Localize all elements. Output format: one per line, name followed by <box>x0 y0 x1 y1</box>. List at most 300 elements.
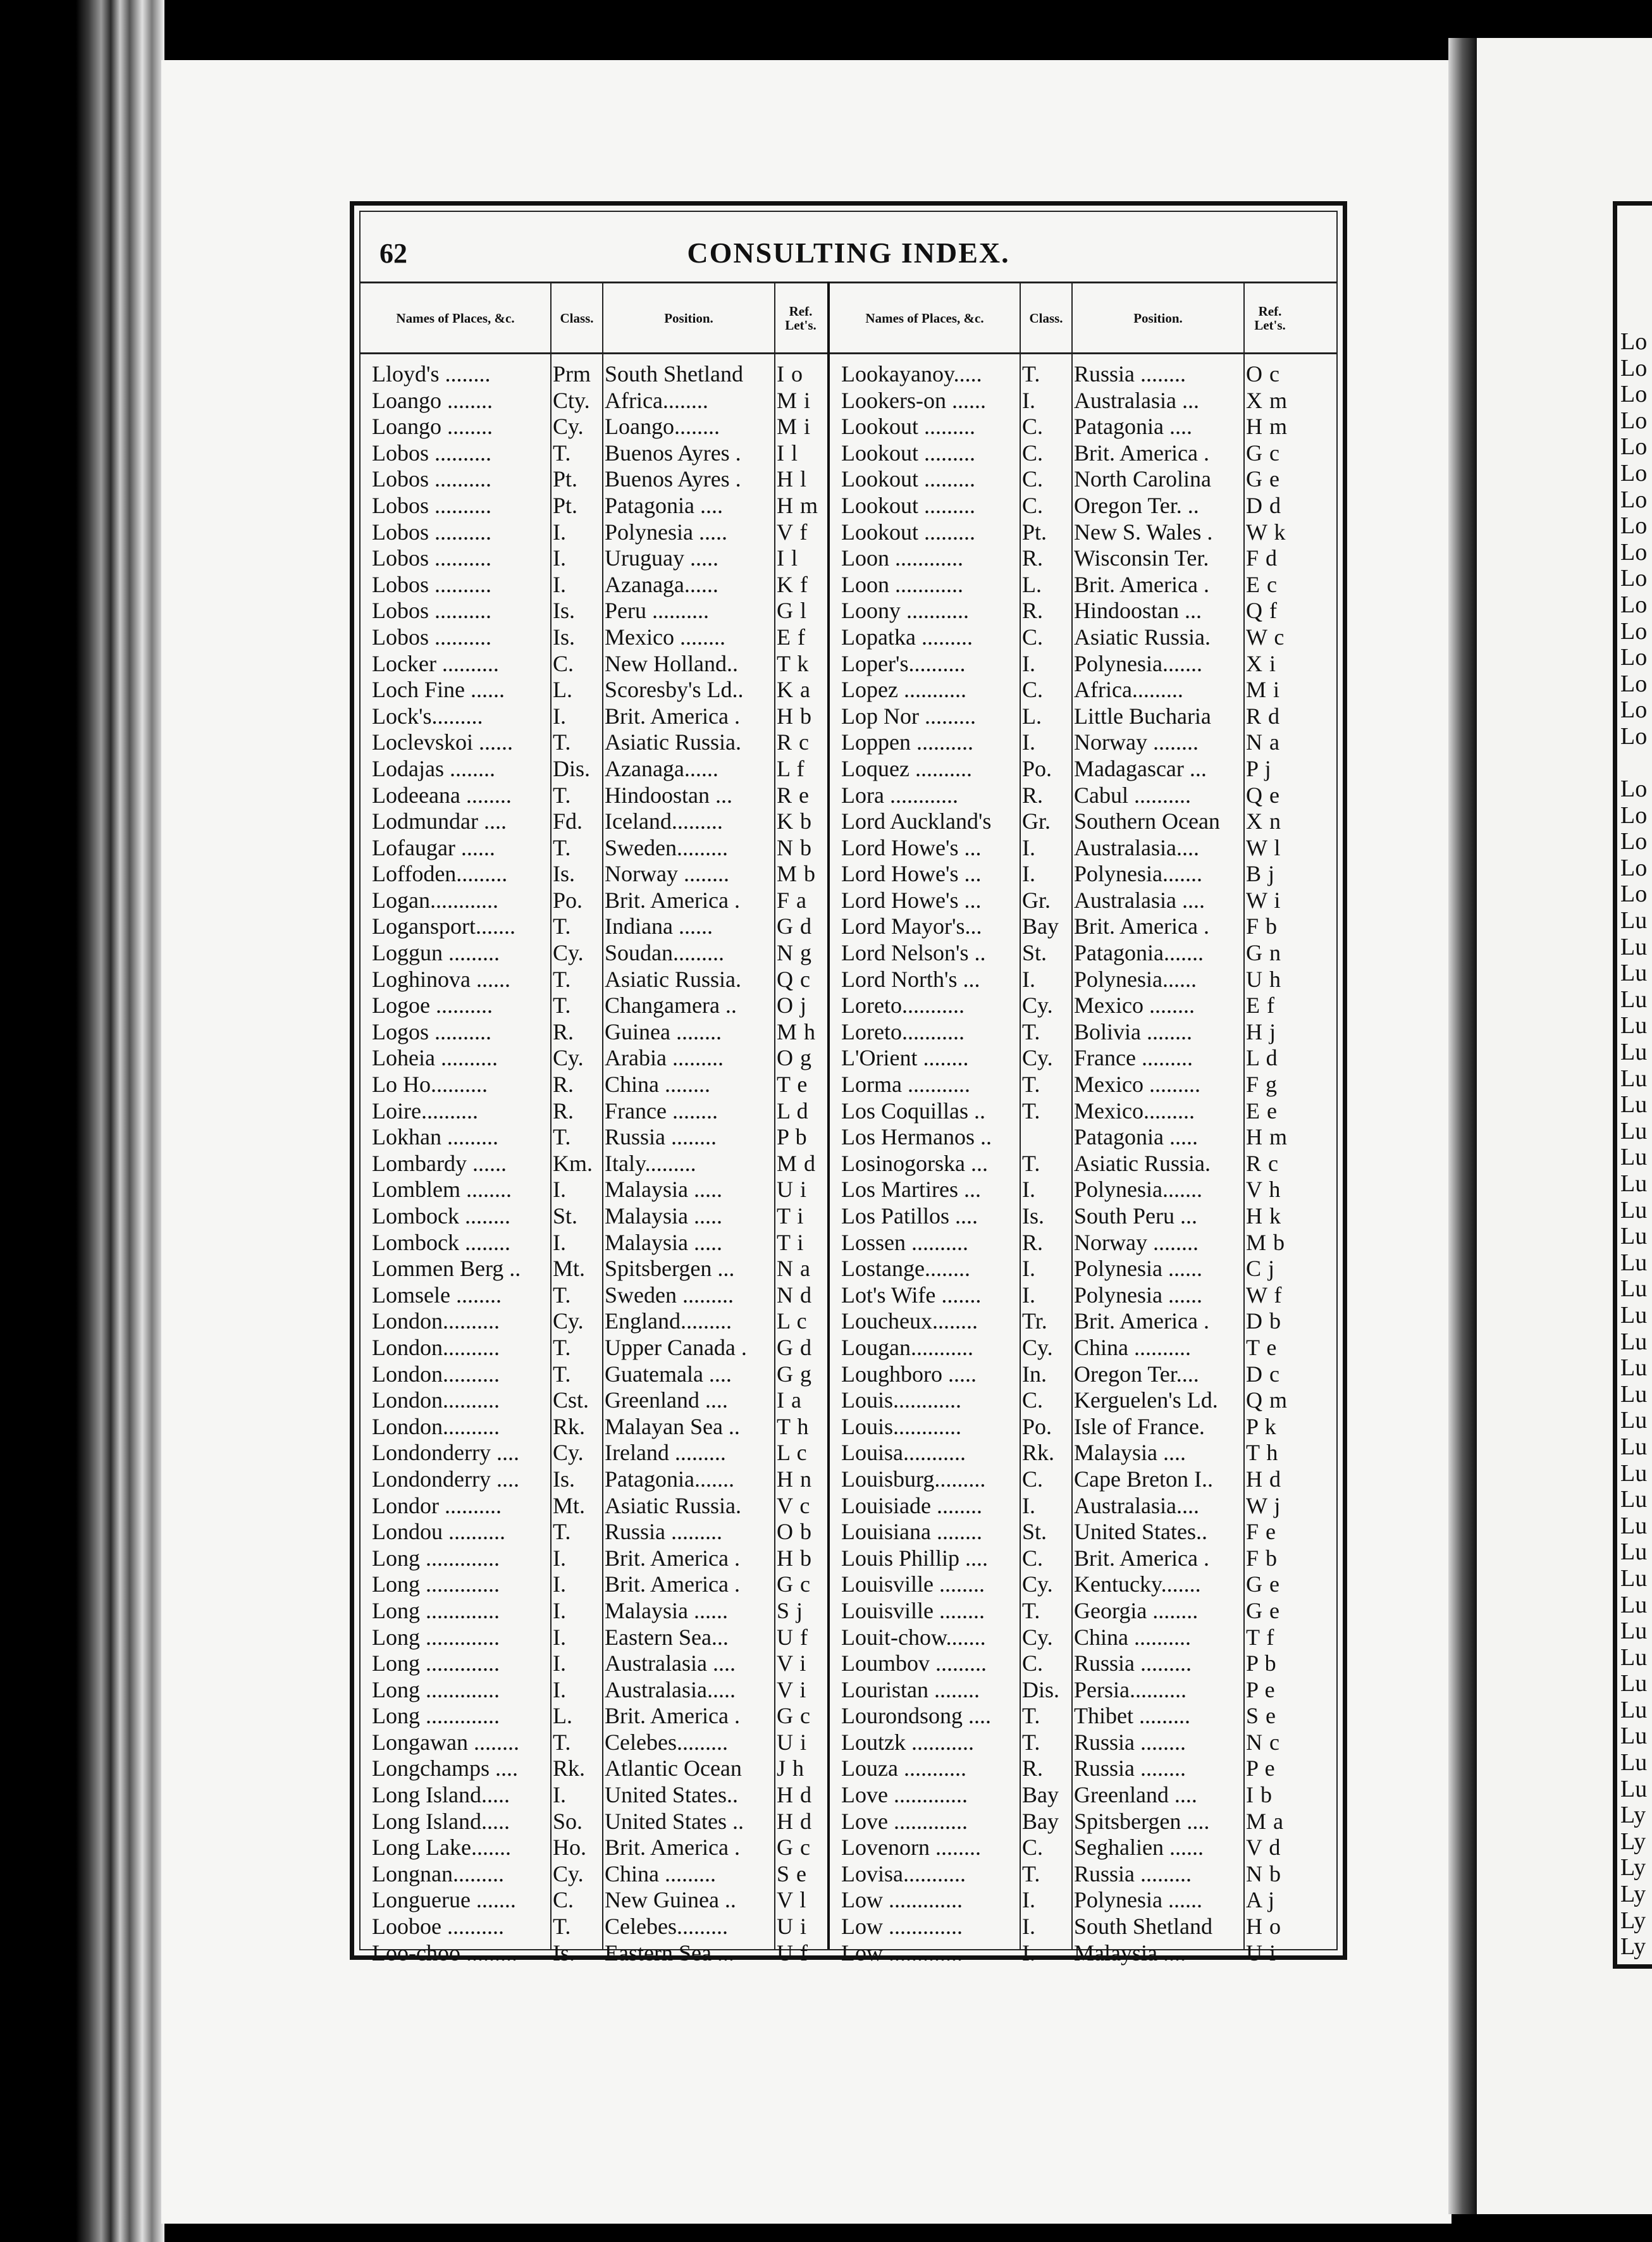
entry-ref: L c <box>777 1308 808 1334</box>
entry-ref: U f <box>777 1624 808 1650</box>
entry-name: Lo Ho.......... <box>372 1072 488 1098</box>
entry-class: Is. <box>553 624 575 650</box>
index-row <box>841 1730 1297 1756</box>
next-page-stub: Lu <box>1620 1776 1648 1802</box>
entry-class: I. <box>553 1545 566 1571</box>
entry-position: Brit. America . <box>605 703 740 729</box>
entry-position: Scoresby's Ld.. <box>605 677 744 703</box>
entry-name: Loumbov ......... <box>841 1651 987 1676</box>
index-row <box>372 1940 827 1967</box>
entry-ref: W i <box>1246 887 1281 913</box>
entry-position: Buenos Ayres . <box>605 466 741 492</box>
entry-name: Logos .......... <box>372 1019 491 1044</box>
entry-name: Lord Mayor's... <box>841 914 982 939</box>
entry-class: T. <box>553 782 571 808</box>
next-page-stub: Lu <box>1620 1513 1648 1539</box>
next-page-stub: Lo <box>1620 723 1648 750</box>
next-page-stub: Lu <box>1620 1408 1648 1434</box>
entry-ref: W f <box>1246 1282 1283 1308</box>
entry-name: Londonderry .... <box>372 1466 519 1492</box>
entry-name: Louisiade ........ <box>841 1492 982 1518</box>
entry-ref: G d <box>777 914 812 939</box>
index-row <box>372 1440 827 1466</box>
index-row <box>372 835 827 862</box>
entry-class: St. <box>1022 940 1047 966</box>
entry-ref: G n <box>1246 940 1281 966</box>
entry-ref: K f <box>777 571 808 597</box>
entry-ref: L d <box>777 1098 809 1124</box>
entry-ref: M d <box>777 1150 817 1176</box>
index-row <box>841 1387 1297 1414</box>
entry-class: T. <box>1022 1098 1040 1124</box>
entry-class: C. <box>1022 1387 1044 1413</box>
entry-ref: F e <box>1246 1519 1276 1545</box>
header-rule-bottom <box>361 352 1336 354</box>
entry-position: United States .. <box>605 1808 744 1834</box>
entry-position: Asiatic Russia. <box>605 1492 741 1518</box>
index-row <box>841 940 1297 967</box>
entry-class: I. <box>553 703 566 729</box>
entry-ref: M i <box>777 414 811 440</box>
entry-name: Louis Phillip .... <box>841 1545 989 1571</box>
index-row <box>841 440 1297 467</box>
entry-name: Louis............ <box>841 1387 962 1413</box>
entry-name: Loghinova ...... <box>372 966 510 992</box>
entry-class: I. <box>553 1782 566 1808</box>
entry-class: T. <box>1022 1072 1040 1098</box>
entry-position: Polynesia....... <box>1074 1177 1202 1203</box>
entry-name: Lop Nor ......... <box>841 703 976 729</box>
entry-position: Polynesia...... <box>1074 966 1197 992</box>
next-page-stub: Lo <box>1620 697 1648 724</box>
entry-position: Spitsbergen ... <box>605 1256 735 1282</box>
entry-class: Rk. <box>553 1756 586 1781</box>
entry-name: Loony ........... <box>841 598 969 624</box>
entry-name: Loire.......... <box>372 1098 478 1124</box>
entry-class: Ho. <box>553 1835 586 1861</box>
index-row <box>841 1440 1297 1466</box>
index-row <box>372 572 827 598</box>
entry-class: C. <box>553 1887 574 1913</box>
next-page-stub: Lu <box>1620 1487 1648 1513</box>
entry-position: Loango........ <box>605 414 720 440</box>
entry-class: L. <box>553 1703 572 1729</box>
entry-ref: O g <box>777 1045 812 1071</box>
entry-ref: R c <box>777 729 810 755</box>
entry-class: C. <box>1022 1651 1044 1676</box>
entry-ref: M a <box>1246 1808 1284 1834</box>
entry-name: Lovenorn ........ <box>841 1835 981 1861</box>
entry-class: L. <box>553 677 572 703</box>
entry-name: Loffoden......... <box>372 861 508 887</box>
index-row <box>841 1414 1297 1440</box>
entry-ref: R c <box>1246 1150 1279 1176</box>
entry-name: Los Martires ... <box>841 1177 981 1203</box>
entry-ref: X n <box>1246 808 1281 834</box>
index-row <box>372 1256 827 1282</box>
entry-class: Tr. <box>1022 1308 1047 1334</box>
entry-position: Celebes......... <box>605 1729 728 1755</box>
index-row <box>372 1677 827 1704</box>
entry-position: Norway ........ <box>605 861 729 887</box>
next-page-stub: Lo <box>1620 645 1648 671</box>
entry-position: Patagonia ..... <box>1074 1124 1198 1150</box>
next-page-stub: Ly <box>1620 1855 1646 1881</box>
entry-position: South Peru ... <box>1074 1203 1198 1229</box>
next-page-stub: Lu <box>1620 1723 1648 1750</box>
entry-class: Fd. <box>553 808 583 834</box>
index-row <box>841 598 1297 624</box>
index-row <box>841 1256 1297 1282</box>
entry-class: Is. <box>1022 1203 1044 1229</box>
entry-name: Loo-choo ......... <box>372 1940 517 1966</box>
entry-position: Arabia ......... <box>605 1045 724 1071</box>
entry-position: Eastern Sea... <box>605 1624 729 1650</box>
next-page-stub: Lu <box>1620 1144 1648 1171</box>
entry-ref: P e <box>1246 1676 1276 1702</box>
entry-name: Lobos .......... <box>372 466 491 492</box>
entry-position: Sweden ......... <box>605 1282 734 1308</box>
entry-position: Isle of France. <box>1074 1413 1205 1439</box>
index-row <box>372 914 827 940</box>
entry-ref: V f <box>777 519 808 545</box>
next-page-stub: Ly <box>1620 1828 1646 1855</box>
entry-ref: G g <box>777 1361 812 1387</box>
header-rule <box>361 282 1336 283</box>
entry-class: Dis. <box>1022 1676 1060 1702</box>
entry-name: Lord Howe's ... <box>841 834 982 860</box>
entry-position: New Holland.. <box>605 650 738 676</box>
entry-position: Patagonia .... <box>605 492 723 518</box>
entry-name: Lomsele ........ <box>372 1282 502 1308</box>
entry-position: Australasia.... <box>1074 834 1199 860</box>
entry-name: Loughboro ..... <box>841 1361 977 1387</box>
header-ref-left: Ref. Let's. <box>785 304 817 333</box>
entry-name: Love ............. <box>841 1808 968 1834</box>
entry-class: R. <box>553 1072 574 1098</box>
index-row <box>372 624 827 651</box>
entry-class: T. <box>1022 1861 1040 1886</box>
entry-position: Georgia ........ <box>1074 1597 1199 1623</box>
entry-position: Malaysia ..... <box>605 1229 722 1255</box>
entry-position: Cabul .......... <box>1074 782 1191 808</box>
entry-ref: T k <box>777 650 810 676</box>
entry-position: Brit. America . <box>1074 1308 1209 1334</box>
entry-class: Cy. <box>1022 1045 1053 1071</box>
entry-name: Long ............. <box>372 1545 500 1571</box>
entry-ref: G c <box>777 1703 811 1729</box>
entry-name: Lookout ......... <box>841 466 975 492</box>
index-row <box>372 1730 827 1756</box>
index-row <box>841 1203 1297 1230</box>
next-page-stub: Lo <box>1620 566 1648 592</box>
entry-ref: G c <box>1246 440 1280 466</box>
entry-class: C. <box>1022 414 1044 440</box>
entry-position: Madagascar ... <box>1074 755 1207 781</box>
entry-position: Spitsbergen .... <box>1074 1808 1210 1834</box>
entry-position: Uruguay ..... <box>605 545 718 571</box>
entry-position: Brit. America . <box>605 1545 740 1571</box>
entry-class: Rk. <box>553 1413 586 1439</box>
index-row <box>841 1887 1297 1914</box>
index-row <box>372 1203 827 1230</box>
next-page-stub: Lu <box>1620 1039 1648 1066</box>
entry-ref: N g <box>777 940 812 966</box>
entry-name: Loutzk ........... <box>841 1729 974 1755</box>
entry-name: Lobos .......... <box>372 545 491 571</box>
next-page-stub: Lo <box>1620 802 1648 829</box>
index-row <box>841 677 1297 703</box>
entry-name: Lookout ......... <box>841 492 975 518</box>
index-row <box>372 1651 827 1677</box>
header-name-right: Names of Places, &c. <box>865 311 984 326</box>
entry-ref: V i <box>777 1651 807 1676</box>
entry-class: Is. <box>553 598 575 624</box>
index-row <box>372 1151 827 1177</box>
entry-class: Prm <box>553 361 591 387</box>
next-page-stub: Lu <box>1620 1460 1648 1487</box>
index-row <box>841 808 1297 835</box>
header-position-right: Position. <box>1133 311 1183 326</box>
entry-name: Long Island..... <box>372 1808 510 1834</box>
index-row <box>841 1493 1297 1520</box>
index-row <box>841 1361 1297 1388</box>
entry-position: Africa......... <box>1074 677 1183 703</box>
index-row <box>841 888 1297 914</box>
entry-ref: U f <box>777 1940 808 1966</box>
entry-name: Lord Auckland's <box>841 808 992 834</box>
next-page-stub: Lu <box>1620 1539 1648 1566</box>
entry-ref: E f <box>777 624 806 650</box>
entry-ref: H j <box>1246 1019 1276 1044</box>
entry-position: Bolivia ........ <box>1074 1019 1192 1044</box>
entry-position: Asiatic Russia. <box>605 729 741 755</box>
header-position-left: Position. <box>664 311 713 326</box>
entry-class: Pt. <box>1022 519 1047 545</box>
entry-name: Low ............. <box>841 1887 963 1913</box>
entry-class: Cst. <box>553 1387 589 1413</box>
index-row <box>372 1861 827 1888</box>
entry-position: Malaysia ..... <box>605 1177 722 1203</box>
index-row <box>372 1230 827 1256</box>
index-row <box>372 808 827 835</box>
entry-class: I. <box>553 1651 566 1676</box>
index-row <box>372 1124 827 1151</box>
index-row <box>841 1177 1297 1203</box>
entry-class: T. <box>553 1914 571 1940</box>
entry-name: Londor .......... <box>372 1492 502 1518</box>
index-row <box>372 1598 827 1625</box>
entry-position: France ........ <box>605 1098 718 1124</box>
entry-ref: P b <box>1246 1651 1277 1676</box>
entry-position: Persia.......... <box>1074 1676 1187 1702</box>
entry-name: Loon ............ <box>841 571 963 597</box>
entry-class: C. <box>1022 1466 1044 1492</box>
next-page-stub: Lo <box>1620 513 1648 540</box>
entry-name: Louisburg......... <box>841 1466 986 1492</box>
entry-class: T. <box>553 440 571 466</box>
entry-class: L. <box>1022 703 1042 729</box>
index-row <box>841 783 1297 809</box>
entry-ref: W c <box>1246 624 1285 650</box>
index-row <box>372 519 827 546</box>
next-page-stub: Ly <box>1620 1802 1646 1829</box>
index-row <box>372 651 827 678</box>
entry-position: Buenos Ayres . <box>605 440 741 466</box>
next-page-stub: Lo <box>1620 776 1648 803</box>
entry-class: Cy. <box>553 940 584 966</box>
index-row <box>841 1677 1297 1704</box>
entry-position: Russia ......... <box>1074 1861 1192 1886</box>
index-row <box>372 1625 827 1651</box>
entry-ref: X i <box>1246 650 1276 676</box>
entry-class: Is. <box>553 1466 575 1492</box>
entry-position: Norway ........ <box>1074 729 1199 755</box>
entry-ref: P j <box>1246 755 1272 781</box>
index-row <box>841 1466 1297 1493</box>
next-page-stub: Lo <box>1620 381 1648 408</box>
index-row <box>372 967 827 993</box>
entry-name: Loon ............ <box>841 545 963 571</box>
entry-ref: V l <box>777 1887 807 1913</box>
next-page-stub: Lu <box>1620 1249 1648 1276</box>
entry-name: Low ............. <box>841 1914 963 1940</box>
entry-name: Louisville ........ <box>841 1597 985 1623</box>
entry-ref: H d <box>777 1808 812 1834</box>
index-row <box>841 624 1297 651</box>
entry-class: I. <box>1022 1282 1035 1308</box>
entry-class: Cy. <box>1022 1334 1053 1360</box>
entry-name: Lookout ......... <box>841 519 975 545</box>
next-page-stub: Lu <box>1620 1434 1648 1460</box>
entry-position: Polynesia ...... <box>1074 1282 1202 1308</box>
entry-ref: H d <box>777 1782 812 1808</box>
index-row <box>372 440 827 467</box>
entry-class: I. <box>1022 966 1035 992</box>
right-column-entries <box>841 361 1297 1966</box>
index-row <box>841 1940 1297 1967</box>
entry-name: Loango ........ <box>372 414 493 440</box>
next-page-stub: Lu <box>1620 1328 1648 1355</box>
entry-position: Wisconsin Ter. <box>1074 545 1209 571</box>
entry-position: England......... <box>605 1308 732 1334</box>
entry-position: Australasia..... <box>605 1676 736 1702</box>
index-row <box>372 1703 827 1730</box>
next-page-stub: Lu <box>1620 934 1648 960</box>
index-row <box>372 729 827 756</box>
entry-position: Russia ........ <box>1074 1756 1187 1781</box>
entry-name: Lookers-on ...... <box>841 387 986 413</box>
entry-position: Australasia ... <box>1074 387 1199 413</box>
entry-name: Lookout ......... <box>841 440 975 466</box>
entry-ref: P k <box>1246 1413 1277 1439</box>
next-page-stub: Lo <box>1620 539 1648 566</box>
entry-position: Malaysia .... <box>1074 1440 1186 1466</box>
entry-name: Loggun ......... <box>372 940 500 966</box>
entry-ref: H n <box>777 1466 812 1492</box>
entry-name: Love ............. <box>841 1782 968 1808</box>
entry-ref: L d <box>1246 1045 1278 1071</box>
entry-position: Brit. America . <box>605 887 740 913</box>
entry-name: Looboe .......... <box>372 1914 504 1940</box>
entry-class: T. <box>1022 1729 1040 1755</box>
entry-position: Polynesia ..... <box>605 519 727 545</box>
entry-class: I. <box>1022 834 1035 860</box>
entry-position: Patagonia .... <box>1074 414 1192 440</box>
index-row <box>841 1756 1297 1782</box>
entry-position: Mexico ........ <box>605 624 725 650</box>
entry-ref: X m <box>1246 387 1288 413</box>
index-row <box>372 1914 827 1940</box>
entry-ref: F a <box>777 887 807 913</box>
index-row <box>372 414 827 440</box>
entry-name: Locker .......... <box>372 650 499 676</box>
entry-position: Malaysia ..... <box>605 1203 722 1229</box>
entry-class: Bay <box>1022 1808 1059 1834</box>
index-row <box>372 783 827 809</box>
entry-ref: C j <box>1246 1256 1276 1282</box>
entry-class: Cy. <box>1022 993 1053 1019</box>
next-page-stub: Lu <box>1620 1118 1648 1144</box>
entry-ref: I l <box>777 440 798 466</box>
entry-name: London.......... <box>372 1361 500 1387</box>
entry-class: I. <box>1022 1177 1035 1203</box>
entry-ref: F g <box>1246 1072 1278 1098</box>
entry-position: South Shetland <box>1074 1914 1213 1940</box>
entry-ref: N b <box>1246 1861 1281 1886</box>
entry-class: T. <box>553 729 571 755</box>
entry-name: Lopez ........... <box>841 677 966 703</box>
next-page-stub: Ly <box>1620 1907 1646 1934</box>
index-row <box>372 1571 827 1598</box>
index-row <box>841 1124 1297 1151</box>
entry-position: Malayan Sea .. <box>605 1413 740 1439</box>
entry-name: Lodmundar .... <box>372 808 507 834</box>
entry-position: New S. Wales . <box>1074 519 1213 545</box>
entry-position: Hindoostan ... <box>1074 598 1202 624</box>
entry-ref: K a <box>777 677 811 703</box>
next-page-stub: Lo <box>1620 460 1648 486</box>
entry-name: Lord Howe's ... <box>841 861 982 887</box>
entry-ref: M b <box>1246 1229 1286 1255</box>
entry-position: Polynesia....... <box>1074 861 1202 887</box>
entry-ref: V d <box>1246 1835 1281 1861</box>
entry-ref: N b <box>777 834 812 860</box>
entry-name: Lokhan ......... <box>372 1124 498 1150</box>
entry-ref: G e <box>1246 466 1280 492</box>
entry-class: T. <box>553 1282 571 1308</box>
index-row <box>372 361 827 388</box>
entry-position: Russia ......... <box>1074 1651 1192 1676</box>
index-row <box>841 1282 1297 1309</box>
entry-ref: S e <box>777 1861 807 1886</box>
entry-class: T. <box>553 834 571 860</box>
entry-name: Louis............ <box>841 1413 962 1439</box>
entry-name: Loch Fine ...... <box>372 677 505 703</box>
index-row <box>841 1809 1297 1835</box>
entry-ref: V i <box>777 1676 807 1702</box>
entry-ref: I a <box>777 1387 802 1413</box>
entry-ref: E f <box>1246 993 1275 1019</box>
index-row <box>841 861 1297 888</box>
entry-ref: M b <box>777 861 817 887</box>
entry-position: Asiatic Russia. <box>1074 1150 1211 1176</box>
index-row <box>372 1282 827 1309</box>
entry-name: Logansport....... <box>372 914 515 939</box>
next-page-stub: Lo <box>1620 829 1648 855</box>
entry-class: R. <box>553 1019 574 1044</box>
entry-class: Cty. <box>553 387 590 413</box>
